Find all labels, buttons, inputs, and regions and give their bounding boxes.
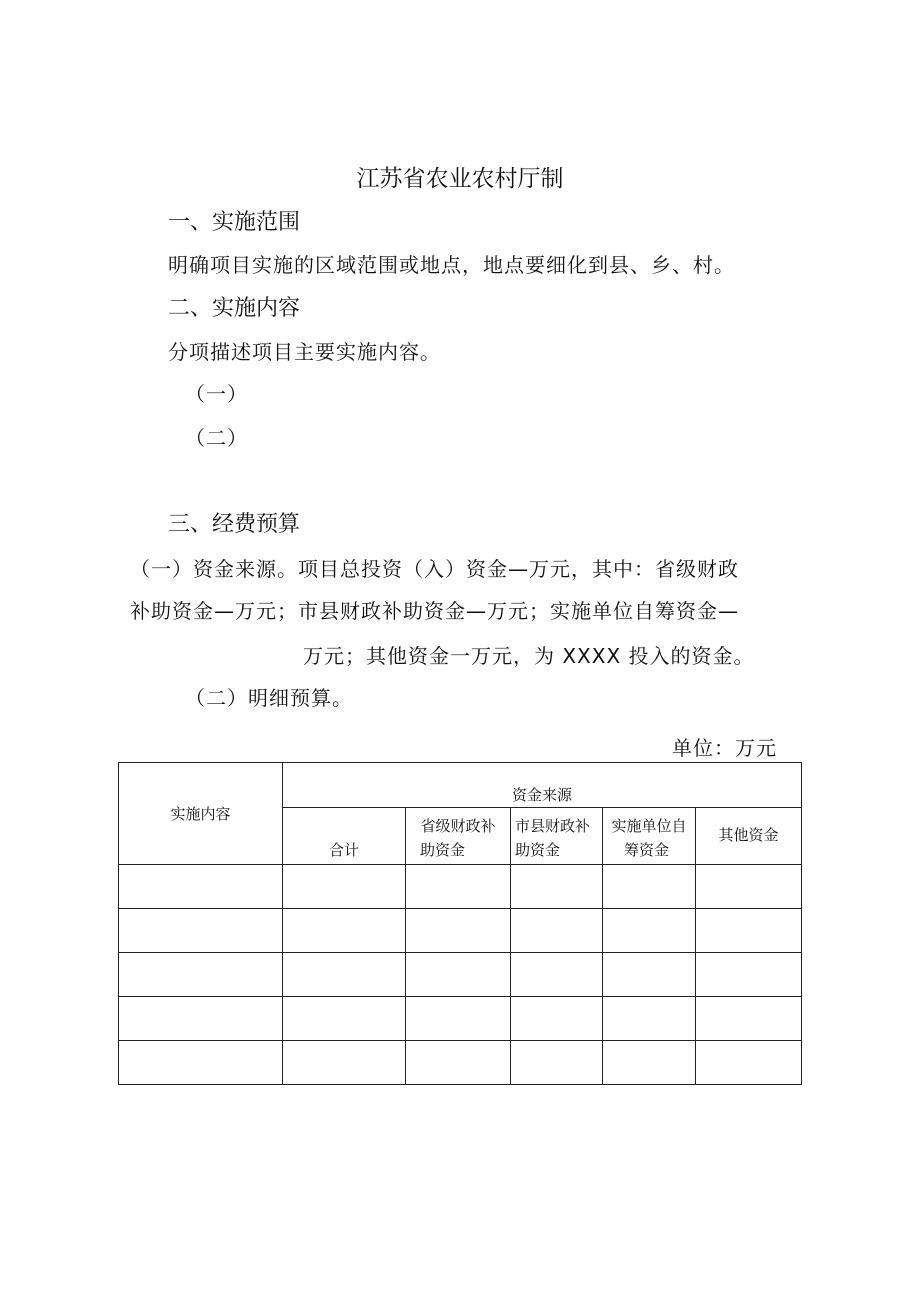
table-cell[interactable]: [603, 997, 696, 1041]
table-cell[interactable]: [511, 997, 603, 1041]
table-cell[interactable]: [283, 953, 406, 997]
table-cell[interactable]: [119, 997, 283, 1041]
table-cell[interactable]: [603, 909, 696, 953]
section-heading-budget: 三、经费预算: [168, 512, 301, 537]
table-header-row: [119, 763, 802, 808]
table-cell[interactable]: [119, 1041, 283, 1085]
header-sources-label: 资金来源: [511, 786, 572, 804]
header-sources-cell: [283, 763, 802, 808]
section-text-content: 分项描述项目主要实施内容。: [168, 340, 441, 364]
table-cell[interactable]: [406, 1041, 511, 1085]
subheader-self-line1: 实施单位自: [611, 817, 687, 835]
subheader-total: [283, 808, 406, 865]
table-row: [119, 1041, 802, 1085]
subheader-city: [511, 808, 603, 865]
table-cell[interactable]: [511, 909, 603, 953]
table-cell[interactable]: [511, 865, 603, 909]
table-cell[interactable]: [696, 1041, 802, 1085]
table-cell[interactable]: [406, 865, 511, 909]
table-row: [119, 997, 802, 1041]
funding-line-3: 万元；其他资金一万元，为 XXXX 投入的资金。: [303, 644, 755, 668]
budget-table: [118, 762, 802, 1085]
subheader-total-label: 合计: [328, 841, 359, 859]
subheader-city-line1: 市县财政补: [515, 817, 591, 835]
subheader-provincial: [406, 808, 511, 865]
table-cell[interactable]: [283, 909, 406, 953]
table-cell[interactable]: [696, 909, 802, 953]
section-heading-scope: 一、实施范围: [168, 210, 301, 235]
subheader-city-line2: 助资金: [515, 841, 561, 859]
content-item-1: （一）: [185, 382, 248, 406]
table-cell[interactable]: [603, 865, 696, 909]
table-cell[interactable]: [511, 1041, 603, 1085]
table-row: [119, 909, 802, 953]
table-cell[interactable]: [696, 997, 802, 1041]
funding-line-2: 补助资金—万元；市县财政补助资金—万元；实施单位自筹资金—: [130, 599, 739, 623]
table-cell[interactable]: [696, 865, 802, 909]
subheader-self: [603, 808, 696, 865]
header-content-label: 实施内容: [170, 805, 231, 823]
table-cell[interactable]: [406, 953, 511, 997]
table-cell[interactable]: [283, 1041, 406, 1085]
table-cell[interactable]: [603, 1041, 696, 1085]
content-item-2: （二）: [185, 426, 248, 450]
table-cell[interactable]: [119, 953, 283, 997]
funding-line-1: （一）资金来源。项目总投资（入）资金—万元，其中：省级财政: [130, 557, 739, 581]
detail-budget-heading: （二）明细预算。: [185, 686, 353, 710]
table-cell[interactable]: [511, 953, 603, 997]
table-cell[interactable]: [603, 953, 696, 997]
table-cell[interactable]: [119, 909, 283, 953]
table-cell[interactable]: [283, 865, 406, 909]
table-cell[interactable]: [696, 953, 802, 997]
subheader-provincial-line1: 省级财政补: [420, 817, 496, 835]
subheader-self-line2: 筹资金: [624, 841, 670, 859]
header-content-cell: [119, 763, 283, 865]
subheader-other-label: 其他资金: [718, 826, 779, 844]
table-row: [119, 953, 802, 997]
subheader-provincial-line2: 助资金: [420, 841, 466, 859]
table-cell[interactable]: [283, 997, 406, 1041]
unit-label: 单位：万元: [672, 736, 777, 760]
table-cell[interactable]: [406, 997, 511, 1041]
section-heading-content: 二、实施内容: [168, 296, 301, 321]
subheader-other: [696, 808, 802, 865]
table-row: [119, 865, 802, 909]
section-text-scope: 明确项目实施的区域范围或地点，地点要细化到县、乡、村。: [168, 253, 735, 277]
table-cell[interactable]: [119, 865, 283, 909]
table-cell[interactable]: [406, 909, 511, 953]
document-org-title: 江苏省农业农村厅制: [356, 166, 564, 192]
